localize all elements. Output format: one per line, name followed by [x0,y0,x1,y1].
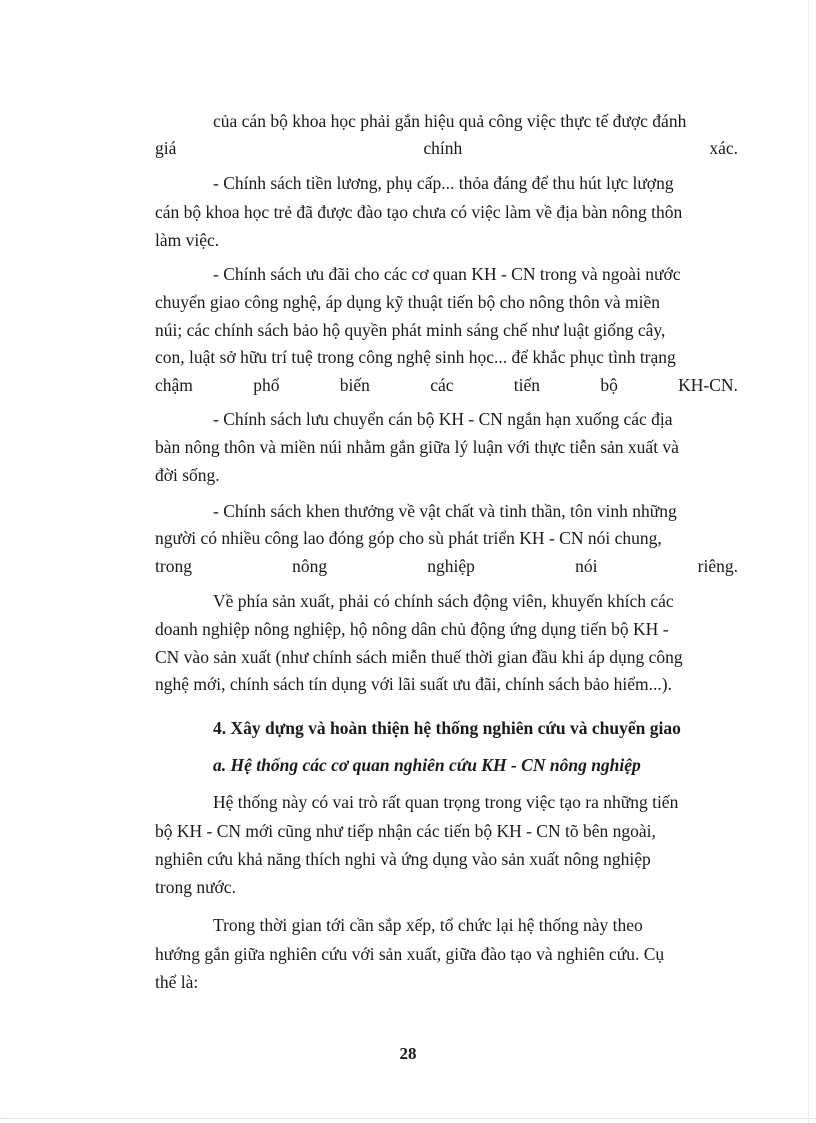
paragraph-line: Về phía sản xuất, phải có chính sách động viên, khuyến khích các [213,591,674,611]
paragraph-line: - Chính sách khen thưởng về vật chất và tinh thần, tôn vinh những [213,501,677,521]
word: các [430,375,454,395]
word: riêng. [697,556,738,576]
word: KH-CN. [678,375,738,395]
paragraph-line: của cán bộ khoa học phải gắn hiệu quả công việc thực tế được đánh [213,111,687,131]
paragraph-line: chuyển giao công nghệ, áp dụng kỹ thuật tiến bộ cho nông thôn và miền [155,292,660,312]
paragraph-line: đời sống. [155,465,220,485]
justified-line [155,137,738,159]
paragraph-line: làm việc. [155,230,220,250]
word: chậm [155,375,193,395]
word: biến [339,375,370,395]
paragraph-line: - Chính sách ưu đãi cho các cơ quan KH - CN trong và ngoài nước [213,264,681,284]
paragraph-line: - Chính sách lưu chuyển cán bộ KH - CN ngắn hạn xuống các địa [213,409,673,429]
word: giá [155,138,177,158]
paragraph-line: bàn nông thôn và miền núi nhằm gắn giữa lý luận với thực tiễn sản xuất và [155,437,679,457]
paragraph-line: trong nước. [155,877,236,897]
paragraph-line: người có nhiều công lao đóng góp cho sù phát triển KH - CN nói chung, [155,528,662,548]
paragraph-line: - Chính sách tiền lương, phụ cấp... thỏa đáng để thu hút lực lượng [213,173,674,193]
word: xác. [709,138,738,158]
paragraph-line: CN vào sản xuất (như chính sách miễn thuế thời gian đầu khi áp dụng công [155,647,683,667]
word: nông [292,556,328,576]
paragraph-line: núi; các chính sách bảo hộ quyền phát minh sáng chế như luật giống cây, [155,320,666,340]
page-bottom-border [0,1118,816,1119]
paragraph-line: nghệ mới, chính sách tín dụng với lãi suất ưu đãi, chính sách bảo hiểm...). [155,674,672,694]
word: nghiệp [427,556,475,576]
paragraph-line: Hệ thống này có vai trò rất quan trọng trong việc tạo ra những tiến [213,792,679,812]
justified-line [155,374,738,396]
word: trong [155,556,192,576]
section-heading: 4. Xây dựng và hoàn thiện hệ thống nghiên cứu và chuyển giao [213,718,681,738]
justified-line [155,555,738,577]
paragraph-line: nghiên cứu khả năng thích nghi và ứng dụng vào sản xuất nông nghiệp [155,849,651,869]
paragraph-line: doanh nghiệp nông nghiệp, hộ nông dân chủ động ứng dụng tiến bộ KH - [155,619,669,639]
paragraph-line: Trong thời gian tới cần sắp xếp, tổ chức lại hệ thống này theo [213,915,643,935]
paragraph-line: thể là: [155,972,199,992]
word: chính [423,138,463,158]
paragraph-line: hướng gắn giữa nghiên cứu với sản xuất, giữa đào tạo và nghiên cứu. Cụ [155,944,665,964]
subsection-heading: a. Hệ thống các cơ quan nghiên cứu KH - CN nông nghiệp [213,755,641,775]
word: phổ [253,375,280,395]
page-right-border [808,0,809,1123]
word: tiến [513,375,541,395]
paragraph-line: bộ KH - CN mới cũng như tiếp nhận các tiến bộ KH - CN tõ bên ngoài, [155,821,656,841]
page-number: 28 [399,1044,417,1063]
word: nói [575,556,598,576]
paragraph-line: cán bộ khoa học trẻ đã được đào tạo chưa có việc làm về địa bàn nông thôn [155,202,683,222]
paragraph-line: con, luật sở hữu trí tuệ trong công nghệ sinh học... để khắc phục tình trạng [155,347,676,367]
word: bộ [600,375,618,395]
